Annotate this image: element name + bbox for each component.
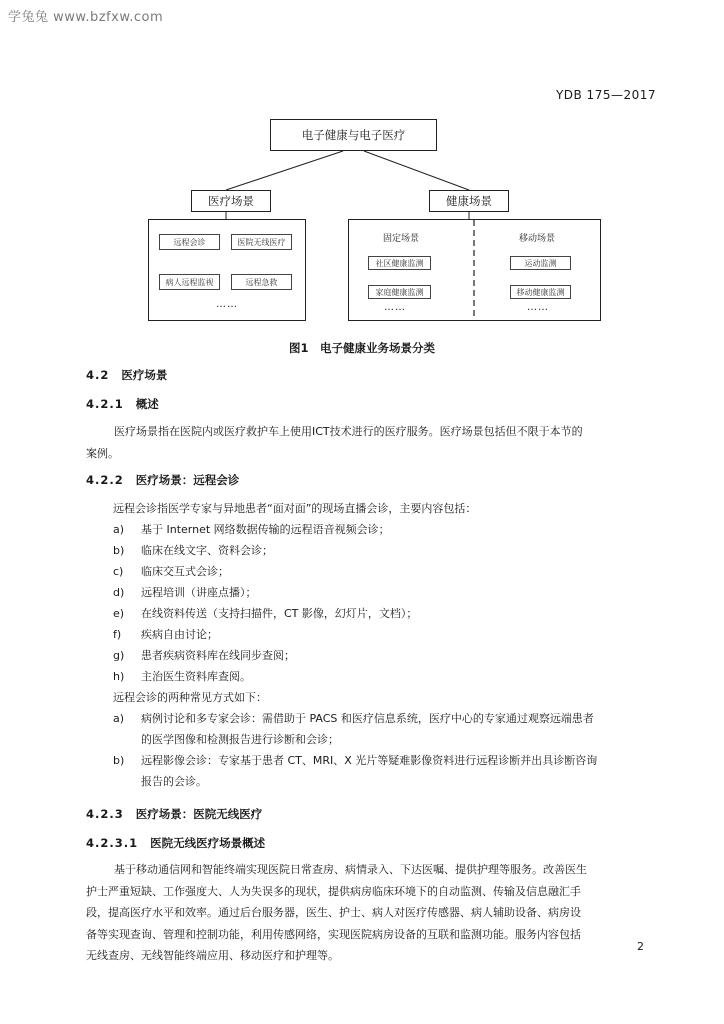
list-marker: a)	[113, 523, 125, 536]
list-text: 疾病自由讨论；	[141, 628, 218, 641]
paragraph-line: 案例。	[86, 446, 119, 460]
medical-item-label: 远程会诊	[173, 237, 206, 247]
medical-item-hospital-wireless	[231, 234, 292, 250]
fixed-more: ……	[384, 302, 406, 313]
page-number: 2	[637, 940, 644, 953]
list-item	[113, 668, 251, 684]
list-marker: d)	[113, 586, 125, 599]
mobile-item-label: 移动健康监测	[516, 287, 565, 297]
section-4-2-1-paragraph	[86, 421, 656, 464]
section-title: 医疗场景：远程会诊	[135, 473, 240, 487]
section-number: 4.2.3	[86, 807, 124, 821]
list-item	[113, 647, 295, 663]
section-4-2-3-1-paragraph	[86, 859, 656, 967]
list-marker: a)	[113, 712, 125, 725]
medical-item-patient-monitoring	[159, 274, 220, 290]
list-marker: e)	[113, 607, 125, 620]
paragraph-line: 段，提高医疗水平和效率。通过后台服务器，医生、护士、病人对医疗传感器、病人辅助设备、病房设	[86, 906, 581, 919]
watermark: 学兔兔 www.bzfxw.com	[8, 10, 164, 25]
section-4-2-3-heading	[86, 806, 262, 822]
list-item	[113, 626, 218, 642]
list-marker: b)	[113, 544, 125, 557]
list-marker: c)	[113, 565, 124, 578]
document-id: YDB 175—2017	[555, 88, 656, 102]
mobile-scenario-label: 移动场景	[519, 234, 556, 244]
root-node-label: 电子健康与电子医疗	[301, 128, 406, 142]
list-item	[113, 710, 594, 726]
list-text: 在线资料传送（支持扫描件，CT 影像，幻灯片，文档）；	[141, 607, 418, 620]
health-scenario-label: 健康场景	[446, 194, 492, 208]
paragraph-line: 备等实现查询、管理和控制功能，利用传感网络，实现医院病房设备的互联和监测功能。服务内容包括	[86, 927, 581, 941]
list-text: 病例讨论和多专家会诊：需借助于 PACS 和医疗信息系统，医疗中心的专家通过观察远端患者	[141, 712, 594, 725]
medical-item-label: 远程急救	[245, 277, 278, 287]
list-text: 临床在线文字、资料会诊；	[141, 544, 273, 557]
section-4-2-3-1-heading	[86, 835, 265, 851]
mobile-item-exercise	[510, 256, 571, 270]
list-text: 远程培训（讲座点播）；	[141, 586, 257, 599]
list-item	[113, 752, 597, 768]
medical-scenario-label: 医疗场景	[208, 194, 254, 208]
paragraph-line: 护士严重短缺、工作强度大、人为失误多的现状，提供病房临床环境下的自动监测、传输及信息融汇手	[86, 884, 581, 898]
list-text: 临床交互式会诊；	[141, 565, 229, 578]
paragraph-line: 基于移动通信网和智能终端实现医院日常查房、病情录入、下达医嘱、提供护理等服务。改善医生	[114, 863, 587, 876]
section-number: 4.2.2	[86, 473, 124, 487]
section-title: 医疗场景	[121, 368, 168, 382]
list-item	[113, 521, 390, 537]
mobile-item-label: 运动监测	[524, 258, 557, 268]
section-number: 4.2.3.1	[86, 836, 139, 850]
medical-item-label: 病人远程监视	[165, 277, 214, 287]
figure-caption: 图1 电子健康业务场景分类	[288, 341, 435, 355]
list-text: 远程影像会诊：专家基于患者 CT、MRI、X 光片等疑难影像资料进行远程诊断并出具诊断咨询	[141, 754, 598, 767]
medical-item-label: 医院无线医疗	[237, 237, 286, 247]
list-text: 基于 Internet 网络数据传输的远程语音视频会诊；	[141, 523, 390, 536]
list-text: 主治医生资料库查阅。	[141, 670, 251, 683]
list-item	[113, 563, 229, 579]
list-marker: b)	[113, 754, 125, 767]
section-number: 4.2.1	[86, 397, 124, 411]
section-4-2-2-ways-intro: 远程会诊的两种常见方式如下：	[113, 691, 267, 704]
list-marker: f)	[113, 628, 122, 641]
section-title: 医院无线医疗场景概述	[150, 836, 266, 850]
section-title: 医疗场景：医院无线医疗	[135, 807, 263, 821]
list-item	[113, 584, 257, 600]
medical-scenario-node	[191, 190, 271, 212]
list-text: 患者疾病资料库在线同步查阅；	[141, 649, 295, 662]
section-4-2-2-intro: 远程会诊指医学专家与异地患者“面对面”的现场直播会诊，主要内容包括：	[113, 502, 477, 515]
fixed-item-label: 社区健康监测	[375, 258, 424, 268]
list-marker: g)	[113, 649, 125, 662]
health-scenario-node	[429, 190, 509, 212]
mobile-item-mobile-health	[510, 285, 571, 299]
medical-more: ……	[216, 299, 238, 310]
mobile-more: ……	[527, 302, 549, 313]
medical-item-remote-consultation	[159, 234, 220, 250]
fixed-item-community	[368, 256, 431, 270]
section-number: 4.2	[86, 368, 110, 382]
list-item-continuation: 的医学图像和检测报告进行诊断和会诊；	[141, 733, 339, 746]
section-4-2-heading	[86, 367, 167, 383]
paragraph-line: 医疗场景指在医院内或医疗救护车上使用ICT技术进行的医疗服务。医疗场景包括但不限于本节的	[114, 425, 583, 438]
section-title: 概述	[135, 397, 159, 411]
root-node	[270, 119, 437, 151]
fixed-scenario-label: 固定场景	[383, 234, 420, 244]
section-4-2-1-heading	[86, 396, 159, 412]
fixed-item-label: 家庭健康监测	[375, 287, 424, 297]
list-item-continuation: 报告的会诊。	[141, 775, 207, 788]
list-item	[113, 542, 273, 558]
list-item	[113, 605, 417, 621]
paragraph-line: 无线查房、无线智能终端应用、移动医疗和护理等。	[86, 949, 339, 962]
medical-item-remote-emergency	[231, 274, 292, 290]
section-4-2-2-heading	[86, 472, 239, 488]
list-marker: h)	[113, 670, 125, 683]
fixed-item-home	[368, 285, 431, 299]
